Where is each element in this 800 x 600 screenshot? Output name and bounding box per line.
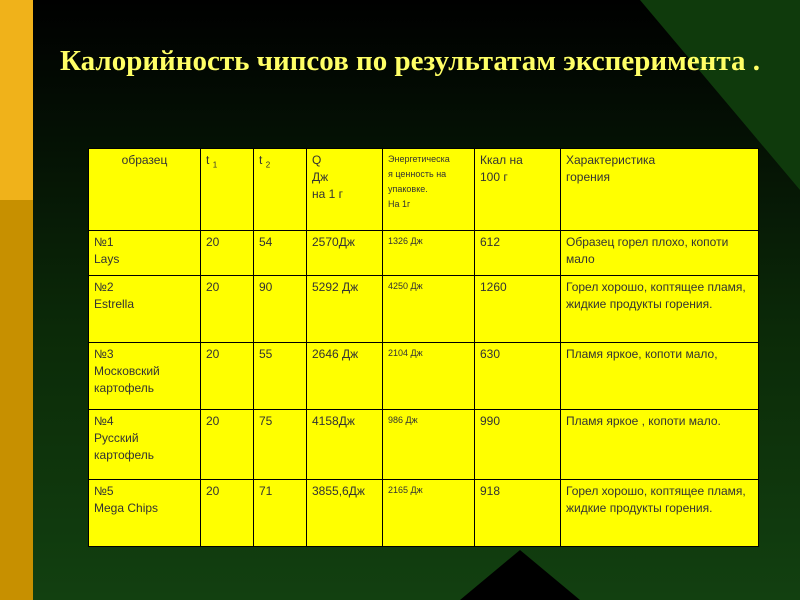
cell-t1: 20	[201, 410, 254, 480]
header-kcal: Ккал на 100 г	[475, 149, 561, 231]
cell-sample: №4 Русский картофель	[89, 410, 201, 480]
cell-sample: №1 Lays	[89, 231, 201, 276]
cell-kcal: 990	[475, 410, 561, 480]
header-t1: t $_1$	[201, 149, 254, 231]
cell-q: 3855,6Дж	[307, 480, 383, 547]
header-energy: Энергетическа я ценность на упаковке. На 1г	[383, 149, 475, 231]
cell-kcal: 630	[475, 343, 561, 410]
cell-t1: 20	[201, 480, 254, 547]
table-row	[89, 343, 759, 410]
header-q: Q Дж на 1 г	[307, 149, 383, 231]
cell-t1: 20	[201, 343, 254, 410]
cell-q: 4158Дж	[307, 410, 383, 480]
decorative-triangle-bottom	[460, 550, 580, 600]
cell-energy: 2165 Дж	[383, 480, 475, 547]
cell-energy: 4250 Дж	[383, 276, 475, 343]
cell-sample: №3 Московский картофель	[89, 343, 201, 410]
cell-t2: 90	[254, 276, 307, 343]
cell-burn: Горел хорошо, коптящее пламя, жидкие продукты горения.	[561, 276, 759, 343]
cell-energy: 2104 Дж	[383, 343, 475, 410]
cell-q: 2646 Дж	[307, 343, 383, 410]
table-row	[89, 231, 759, 276]
chips-calorie-table	[88, 148, 759, 547]
left-accent-band-bottom	[0, 200, 33, 600]
cell-t2: 55	[254, 343, 307, 410]
cell-t1: 20	[201, 231, 254, 276]
cell-burn: Образец горел плохо, копоти мало	[561, 231, 759, 276]
table-row	[89, 276, 759, 343]
cell-sample: №2 Estrella	[89, 276, 201, 343]
table-header-row	[89, 149, 759, 231]
cell-q: 2570Дж	[307, 231, 383, 276]
cell-kcal: 612	[475, 231, 561, 276]
cell-kcal: 918	[475, 480, 561, 547]
cell-energy: 1326 Дж	[383, 231, 475, 276]
cell-burn: Горел хорошо, коптящее пламя, жидкие продукты горения.	[561, 480, 759, 547]
header-sample: образец	[89, 149, 201, 231]
left-accent-band-top	[0, 0, 33, 200]
cell-t2: 75	[254, 410, 307, 480]
header-burn: Характеристика горения	[561, 149, 759, 231]
table-row	[89, 410, 759, 480]
cell-t2: 71	[254, 480, 307, 547]
cell-sample: №5 Mega Chips	[89, 480, 201, 547]
cell-t2: 54	[254, 231, 307, 276]
cell-burn: Пламя яркое, копоти мало,	[561, 343, 759, 410]
slide-title: Калорийность чипсов по результатам эксперимента .	[60, 45, 760, 77]
cell-kcal: 1260	[475, 276, 561, 343]
header-t2: t $_2$	[254, 149, 307, 231]
table-row	[89, 480, 759, 547]
cell-energy: 986 Дж	[383, 410, 475, 480]
cell-burn: Пламя яркое , копоти мало.	[561, 410, 759, 480]
cell-q: 5292 Дж	[307, 276, 383, 343]
cell-t1: 20	[201, 276, 254, 343]
